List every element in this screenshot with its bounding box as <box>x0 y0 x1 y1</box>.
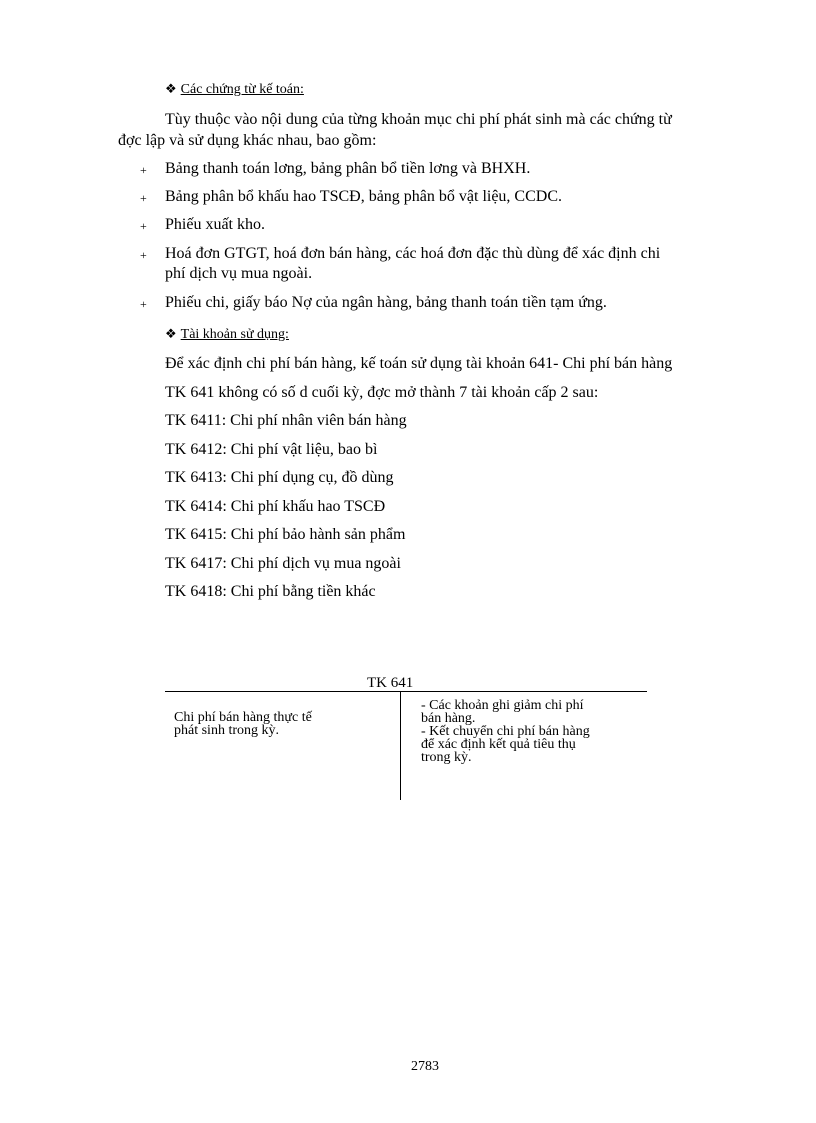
diamond-bullet-icon: ❖ <box>165 81 177 96</box>
bullet-item: Hoá đơn GTGT, hoá đơn bán hàng, các hoá đơn đặc thù dùng để xác định chi <box>165 245 661 262</box>
sub-account-item: TK 6414: Chi phí khấu hao TSCĐ <box>165 498 386 515</box>
credit-line: - Các khoản ghi giảm chi phí <box>421 698 584 713</box>
t-account-divider <box>400 691 401 800</box>
plus-bullet-icon: + <box>140 163 147 177</box>
bullet-item: Phiếu chi, giấy báo Nợ của ngân hàng, bảng thanh toán tiền tạm ứng. <box>165 294 607 311</box>
sub-account-item: TK 6413: Chi phí dụng cụ, đồ dùng <box>165 469 394 486</box>
bullet-item: Phiếu xuất kho. <box>165 216 265 233</box>
t-account-title: TK 641 <box>367 675 414 691</box>
plus-bullet-icon: + <box>140 219 147 233</box>
intro-line-1: Tùy thuộc vào nội dung của từng khoản mục chi phí phát sinh mà các chứng từ <box>165 111 672 128</box>
t-account-top-rule <box>165 691 647 692</box>
account-intro: Để xác định chi phí bán hàng, kế toán sử dụng tài khoản 641- Chi phí bán hàng <box>165 355 673 372</box>
bullet-item: Bảng thanh toán lơng, bảng phân bổ tiền lơng và BHXH. <box>165 160 531 177</box>
t-account-debit-side <box>174 711 384 737</box>
debit-line: phát sinh trong kỳ. <box>174 723 279 738</box>
sub-account-item: TK 6417: Chi phí dịch vụ mua ngoài <box>165 555 401 572</box>
credit-line: - Kết chuyển chi phí bán hàng <box>421 724 590 739</box>
credit-line: trong kỳ. <box>421 750 472 765</box>
debit-line: Chi phí bán hàng thực tế <box>174 710 312 725</box>
heading-accounts-label: Tài khoản sử dụng: <box>180 327 289 342</box>
credit-line: bán hàng. <box>421 711 476 726</box>
section-heading-documents <box>165 80 304 99</box>
intro-line-2: đợc lập và sử dụng khác nhau, bao gồm: <box>118 132 377 149</box>
diamond-bullet-icon: ❖ <box>165 326 177 341</box>
section-heading-accounts <box>165 325 289 344</box>
page-number: 2783 <box>411 1059 439 1074</box>
plus-bullet-icon: + <box>140 248 147 262</box>
sub-account-item: TK 6415: Chi phí bảo hành sản phẩm <box>165 526 406 543</box>
sub-account-item: TK 6411: Chi phí nhân viên bán hàng <box>165 412 407 429</box>
account-note: TK 641 không có số d cuối kỳ, đợc mở thành 7 tài khoản cấp 2 sau: <box>165 384 599 401</box>
plus-bullet-icon: + <box>140 297 147 311</box>
sub-account-item: TK 6418: Chi phí bằng tiền khác <box>165 583 376 600</box>
sub-account-item: TK 6412: Chi phí vật liệu, bao bì <box>165 441 378 458</box>
heading-documents-label: Các chứng từ kế toán: <box>180 82 304 97</box>
bullet-item-continuation: phí dịch vụ mua ngoài. <box>165 265 313 282</box>
t-account-credit-side <box>421 699 641 764</box>
credit-line: để xác định kết quả tiêu thụ <box>421 737 576 752</box>
plus-bullet-icon: + <box>140 191 147 205</box>
bullet-item: Bảng phân bổ khấu hao TSCĐ, bảng phân bổ vật liệu, CCDC. <box>165 188 562 205</box>
